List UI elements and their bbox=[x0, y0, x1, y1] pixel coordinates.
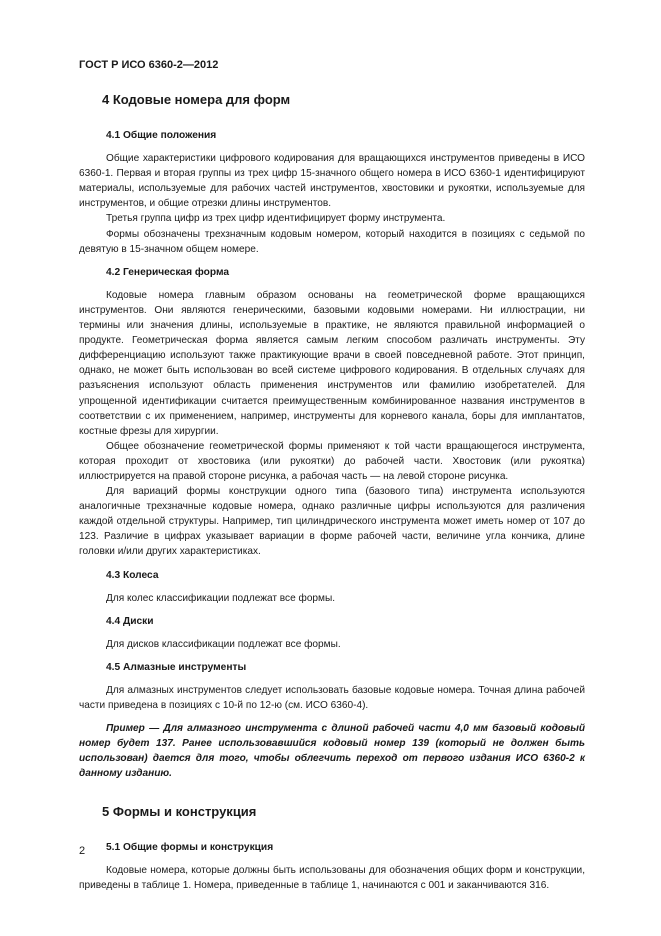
subsection-4-1-title: 4.1 Общие положения bbox=[106, 130, 217, 141]
paragraph: Для дисков классификации подлежат все формы. bbox=[106, 638, 341, 650]
section-5-title: 5 Формы и конструкция bbox=[102, 803, 257, 819]
example-note: Пример — Для алмазного инструмента с длиной рабочей части 4,0 мм базовый кодовый номер будет 137. Ранее использовавшийся кодовый номер 139 (который не должен быть использован) дается для того, чтобы облегчить переход от первого издания ИСО 6360-2 к данному изданию. bbox=[79, 723, 585, 780]
subsection-4-4-title: 4.4 Диски bbox=[106, 615, 154, 627]
subsection-4-2-title: 4.2 Генерическая форма bbox=[106, 266, 230, 278]
paragraph: Для вариаций формы конструкции одного типа (базового типа) инструмента используются аналогичные трехзначные кодовые номера, однако различные цифры используются для различения каждой отдельной структуры. Например, тип цилиндрического инструмента может иметь номер от 107 до 123. Различие в цифрах указывает вариации в форме рабочей части, величине угла кончика, длине головки и/или других характеристиках. bbox=[79, 486, 585, 558]
paragraph: Формы обозначены трехзначным кодовым номером, который находится в позициях с седьмой по девятую в 15-значном общем номере. bbox=[79, 228, 585, 255]
paragraph: Для колес классификации подлежат все формы. bbox=[106, 592, 336, 604]
paragraph: Общее обозначение геометрической формы применяют к той части вращающегося инструмента, которая проходит от хвостовика (или рукоятки) до рабочей части. Хвостовик (или рукоятка) иллюстрируется на правой стороне рисунка, а рабочая часть — на левой стороне рисунка. bbox=[79, 440, 585, 482]
paragraph: Кодовые номера, которые должны быть использованы для обозначения общих форм и конструкции, приведены в таблице 1. Номера, приведенные в таблице 1, начинаются с 001 и заканчиваются 316. bbox=[79, 864, 585, 891]
paragraph: Кодовые номера главным образом основаны на геометрической форме вращающихся инструментов. Они являются генерическими, базовыми кодовыми номерами. Ни иллюстрации, ни термины или значения длины, используемые в практике, не являются правильной информацией о продукте. Геометрическая форма является самым легким способом различать инструменты. Эту дифференциацию используют также практикующие врачи в своей повседневной работе. Этот принцип, однако, не может быть использован во всей системе цифрового кодирования. В отдельных случаях для разъяснения используют область применения инструментов или фамилию изобретателей. Для упрощенной идентификации считается преимущественным комбинированное названия инструментов в соответствии с их применением, например, инструменты для корневого канала, боры для имплантатов, костные фрезы для хирургии. bbox=[79, 289, 585, 437]
subsection-4-3-title: 4.3 Колеса bbox=[106, 569, 159, 581]
subsection-5-1-title: 5.1 Общие формы и конструкция bbox=[106, 841, 274, 853]
subsection-4-5-title: 4.5 Алмазные инструменты bbox=[106, 661, 247, 673]
paragraph: Для алмазных инструментов следует использовать базовые кодовые номера. Точная длина рабочей части приведена в позициях с 10-й по 12-ю (см. ИСО 6360-4). bbox=[79, 685, 585, 712]
paragraph: Общие характеристики цифрового кодирования для вращающихся инструментов приведены в ИСО 6360-1. Первая и вторая группы из трех цифр 15-значного общего номера в ИСО 6360-1 идентифицируют материалы, используемые для рабочих частей инструментов, хвостовики и рукоятки, используемые для инструментов, и общие отрезки длины инструментов. bbox=[79, 153, 585, 210]
paragraph: Третья группа цифр из трех цифр идентифицирует форму инструмента. bbox=[106, 213, 446, 225]
page-header: ГОСТ Р ИСО 6360-2—2012 bbox=[79, 59, 219, 71]
page-content bbox=[79, 92, 585, 901]
page-number: 2 bbox=[79, 845, 86, 857]
section-4-title: 4 Кодовые номера для форм bbox=[102, 92, 291, 107]
